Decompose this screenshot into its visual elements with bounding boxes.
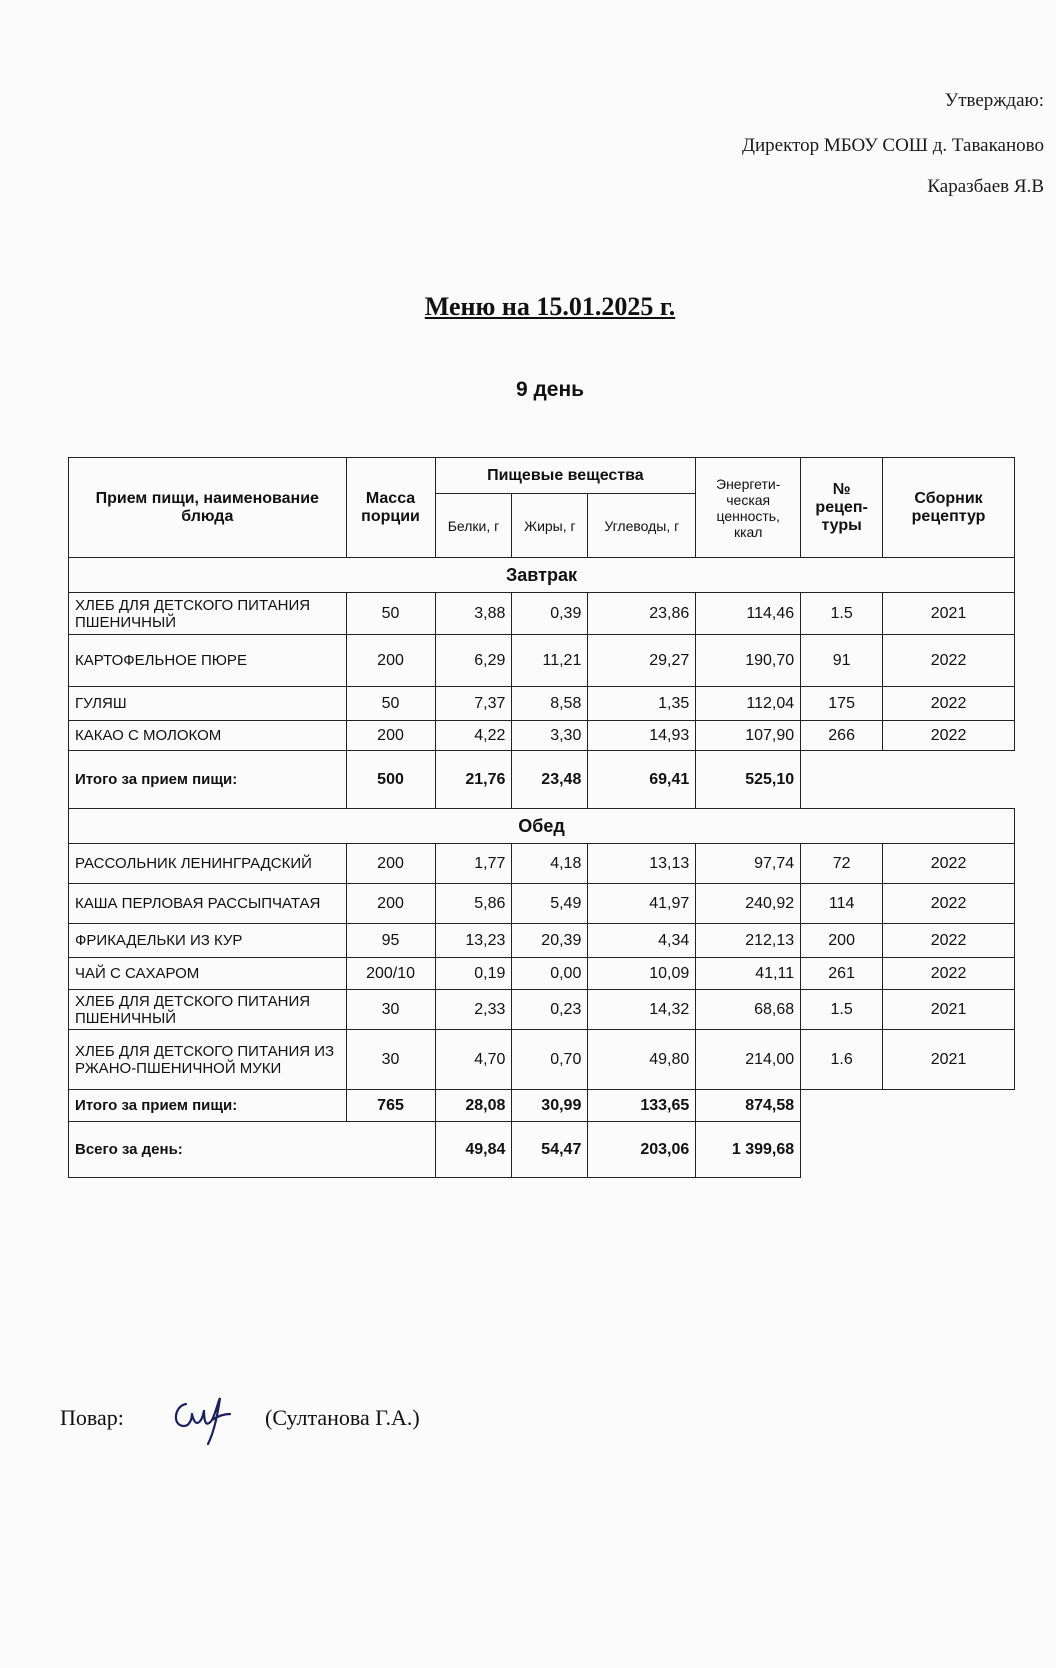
day-total-fat: 54,47	[512, 1122, 588, 1178]
total-mass: 500	[346, 751, 435, 809]
dish-carbs: 29,27	[588, 635, 696, 687]
dish-energy: 112,04	[696, 687, 801, 721]
dish-recipe: 175	[801, 687, 883, 721]
dish-name: ФРИКАДЕЛЬКИ ИЗ КУР	[69, 924, 347, 958]
dish-name: ХЛЕБ ДЛЯ ДЕТСКОГО ПИТАНИЯ ПШЕНИЧНЫЙ	[69, 990, 347, 1030]
day-total-row	[69, 1122, 1015, 1178]
dish-recipe: 1.5	[801, 990, 883, 1030]
dish-protein: 7,37	[435, 687, 512, 721]
dish-name: ХЛЕБ ДЛЯ ДЕТСКОГО ПИТАНИЯ ПШЕНИЧНЫЙ	[69, 593, 347, 635]
dish-mass: 95	[346, 924, 435, 958]
dish-carbs: 1,35	[588, 687, 696, 721]
table-row	[69, 687, 1015, 721]
empty-cell	[801, 751, 1015, 809]
page-title: Меню на 15.01.2025 г.	[424, 292, 676, 321]
approval-line-3: Каразбаев Я.В	[927, 176, 1044, 197]
dish-protein: 13,23	[435, 924, 512, 958]
dish-collection: 2022	[883, 958, 1015, 990]
header-protein: Белки, г	[435, 494, 512, 558]
dish-collection: 2022	[883, 884, 1015, 924]
total-protein: 21,76	[435, 751, 512, 809]
dish-energy: 107,90	[696, 721, 801, 751]
dish-recipe: 91	[801, 635, 883, 687]
total-protein: 28,08	[435, 1090, 512, 1122]
dish-protein: 3,88	[435, 593, 512, 635]
dish-carbs: 49,80	[588, 1030, 696, 1090]
empty-cell	[801, 1090, 1015, 1122]
total-fat: 23,48	[512, 751, 588, 809]
day-total-energy: 1 399,68	[696, 1122, 801, 1178]
dish-carbs: 14,32	[588, 990, 696, 1030]
dish-mass: 30	[346, 990, 435, 1030]
dish-recipe: 200	[801, 924, 883, 958]
page-subtitle: 9 день	[515, 378, 585, 401]
dish-collection: 2021	[883, 990, 1015, 1030]
dish-collection: 2021	[883, 593, 1015, 635]
header-nutrients: Пищевые вещества	[435, 458, 696, 494]
dish-recipe: 1.6	[801, 1030, 883, 1090]
empty-cell	[801, 1122, 1015, 1178]
lunch-total-row	[69, 1090, 1015, 1122]
dish-energy: 212,13	[696, 924, 801, 958]
signature-icon	[168, 1392, 238, 1448]
dish-fat: 0,00	[512, 958, 588, 990]
dish-collection: 2022	[883, 924, 1015, 958]
table-row	[69, 1030, 1015, 1090]
dish-energy: 190,70	[696, 635, 801, 687]
total-carbs: 69,41	[588, 751, 696, 809]
breakfast-total-row	[69, 751, 1015, 809]
dish-fat: 0,23	[512, 990, 588, 1030]
dish-name: КАКАО С МОЛОКОМ	[69, 721, 347, 751]
dish-recipe: 72	[801, 844, 883, 884]
table-row	[69, 593, 1015, 635]
approval-line-2: Директор МБОУ СОШ д. Таваканово	[742, 135, 1044, 156]
dish-name: КАША ПЕРЛОВАЯ РАССЫПЧАТАЯ	[69, 884, 347, 924]
cook-label: Повар:	[60, 1405, 124, 1430]
dish-fat: 11,21	[512, 635, 588, 687]
day-total-label: Всего за день:	[69, 1122, 436, 1178]
dish-carbs: 41,97	[588, 884, 696, 924]
menu-table	[68, 457, 1015, 1178]
dish-recipe: 261	[801, 958, 883, 990]
table-row	[69, 924, 1015, 958]
table-row	[69, 990, 1015, 1030]
dish-mass: 50	[346, 687, 435, 721]
dish-collection: 2022	[883, 844, 1015, 884]
dish-name: ГУЛЯШ	[69, 687, 347, 721]
dish-carbs: 23,86	[588, 593, 696, 635]
header-meal: Прием пищи, наименование блюда	[69, 458, 347, 558]
section-label: Завтрак	[69, 558, 1015, 593]
dish-fat: 0,39	[512, 593, 588, 635]
dish-recipe: 1.5	[801, 593, 883, 635]
table-row	[69, 721, 1015, 751]
table-row	[69, 884, 1015, 924]
dish-fat: 0,70	[512, 1030, 588, 1090]
dish-protein: 5,86	[435, 884, 512, 924]
dish-energy: 114,46	[696, 593, 801, 635]
dish-protein: 6,29	[435, 635, 512, 687]
dish-name: КАРТОФЕЛЬНОЕ ПЮРЕ	[69, 635, 347, 687]
dish-fat: 4,18	[512, 844, 588, 884]
day-total-protein: 49,84	[435, 1122, 512, 1178]
section-breakfast	[69, 558, 1015, 593]
dish-fat: 3,30	[512, 721, 588, 751]
dish-energy: 68,68	[696, 990, 801, 1030]
dish-mass: 200	[346, 884, 435, 924]
total-energy: 525,10	[696, 751, 801, 809]
header-fat: Жиры, г	[512, 494, 588, 558]
dish-collection: 2022	[883, 721, 1015, 751]
dish-fat: 20,39	[512, 924, 588, 958]
dish-protein: 2,33	[435, 990, 512, 1030]
table-row	[69, 635, 1015, 687]
dish-mass: 200	[346, 844, 435, 884]
table-row	[69, 958, 1015, 990]
dish-name: ХЛЕБ ДЛЯ ДЕТСКОГО ПИТАНИЯ ИЗ РЖАНО-ПШЕНИЧНОЙ МУКИ	[69, 1030, 347, 1090]
table-row	[69, 844, 1015, 884]
total-mass: 765	[346, 1090, 435, 1122]
dish-fat: 5,49	[512, 884, 588, 924]
dish-energy: 214,00	[696, 1030, 801, 1090]
header-energy: Энергети-ческая ценность, ккал	[696, 458, 801, 558]
dish-energy: 41,11	[696, 958, 801, 990]
total-label: Итого за прием пищи:	[69, 1090, 347, 1122]
dish-recipe: 114	[801, 884, 883, 924]
dish-carbs: 14,93	[588, 721, 696, 751]
dish-protein: 1,77	[435, 844, 512, 884]
dish-mass: 50	[346, 593, 435, 635]
dish-collection: 2022	[883, 687, 1015, 721]
dish-mass: 30	[346, 1030, 435, 1090]
header-carbs: Углеводы, г	[588, 494, 696, 558]
dish-mass: 200	[346, 635, 435, 687]
dish-mass: 200	[346, 721, 435, 751]
total-fat: 30,99	[512, 1090, 588, 1122]
dish-name: ЧАЙ С САХАРОМ	[69, 958, 347, 990]
section-lunch	[69, 809, 1015, 844]
dish-mass: 200/10	[346, 958, 435, 990]
day-total-carbs: 203,06	[588, 1122, 696, 1178]
header-mass: Масса порции	[346, 458, 435, 558]
dish-recipe: 266	[801, 721, 883, 751]
dish-protein: 0,19	[435, 958, 512, 990]
dish-protein: 4,22	[435, 721, 512, 751]
dish-collection: 2021	[883, 1030, 1015, 1090]
dish-energy: 97,74	[696, 844, 801, 884]
total-energy: 874,58	[696, 1090, 801, 1122]
dish-energy: 240,92	[696, 884, 801, 924]
header-collection: Сборник рецептур	[883, 458, 1015, 558]
section-label: Обед	[69, 809, 1015, 844]
dish-carbs: 10,09	[588, 958, 696, 990]
header-recipe-no: № рецеп-туры	[801, 458, 883, 558]
approval-line-1: Утверждаю:	[944, 90, 1044, 111]
dish-collection: 2022	[883, 635, 1015, 687]
dish-carbs: 4,34	[588, 924, 696, 958]
dish-fat: 8,58	[512, 687, 588, 721]
dish-protein: 4,70	[435, 1030, 512, 1090]
total-carbs: 133,65	[588, 1090, 696, 1122]
total-label: Итого за прием пищи:	[69, 751, 347, 809]
dish-name: РАССОЛЬНИК ЛЕНИНГРАДСКИЙ	[69, 844, 347, 884]
dish-carbs: 13,13	[588, 844, 696, 884]
cook-name: (Султанова Г.А.)	[265, 1405, 420, 1430]
